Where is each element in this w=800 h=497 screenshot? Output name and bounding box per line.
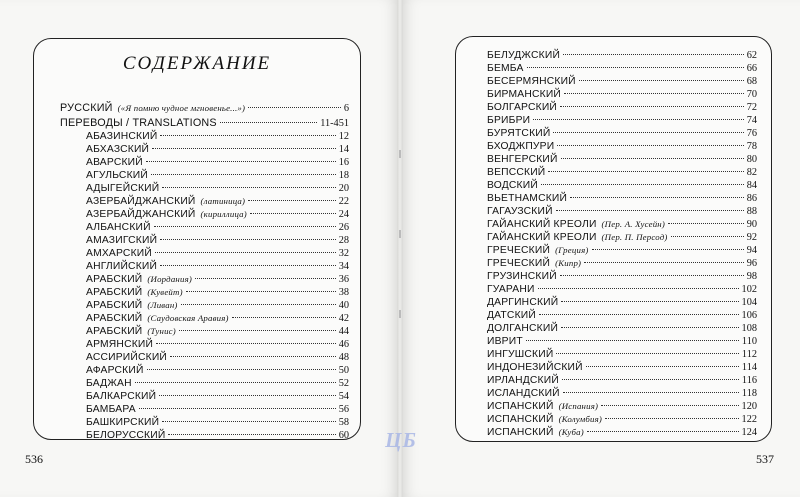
binding-stitch xyxy=(399,310,401,318)
toc-entry-page: 32 xyxy=(338,248,349,259)
toc-entry-page: 74 xyxy=(746,115,757,126)
toc-entry-language: ДОЛГАНСКИЙ xyxy=(487,323,559,334)
toc-entry-language: БЕЛУДЖСКИЙ xyxy=(487,50,561,61)
dot-leader xyxy=(541,184,744,185)
toc-entry-note: (Пер. А. Хусейн) xyxy=(601,219,665,229)
toc-entry xyxy=(456,296,771,309)
dot-leader xyxy=(548,171,743,172)
toc-entry-language: АМАЗИГСКИЙ xyxy=(86,235,158,246)
toc-entry-language: АЗЕРБАЙДЖАНСКИЙ xyxy=(86,209,196,220)
dot-leader xyxy=(579,80,744,81)
toc-entry-page: 56 xyxy=(338,404,349,415)
toc-entry-page: 86 xyxy=(746,193,757,204)
toc-entry xyxy=(34,195,360,208)
dot-leader xyxy=(160,265,336,266)
toc-entry xyxy=(456,283,771,296)
toc-entry-page: 44 xyxy=(338,326,349,337)
toc-entry-language: БАДЖАН xyxy=(86,378,132,389)
dot-leader xyxy=(671,236,744,237)
toc-entry xyxy=(456,140,771,153)
toc-entry-language: БАШКИРСКИЙ xyxy=(86,417,160,428)
toc-entry-language: БЕСЕРМЯНСКИЙ xyxy=(487,76,576,87)
toc-entry-note: (Иордания) xyxy=(147,274,192,284)
toc-entry-page: 90 xyxy=(746,219,757,230)
toc-entry-language: АРАБСКИЙ xyxy=(86,300,143,311)
dot-leader xyxy=(168,434,335,435)
toc-entry-note: (Пер. П. Персод) xyxy=(601,232,668,242)
toc-entry-language: БУРЯТСКИЙ xyxy=(487,128,551,139)
toc-entry-page: 26 xyxy=(338,222,349,233)
toc-entry-note: (Кипр) xyxy=(555,258,582,268)
toc-entry xyxy=(34,116,360,131)
toc-entry-language: АНГЛИЙСКИЙ xyxy=(86,261,158,272)
dot-leader xyxy=(186,291,336,292)
dot-leader xyxy=(147,369,336,370)
toc-entry-language: ДАРГИНСКИЙ xyxy=(487,297,559,308)
dot-leader xyxy=(557,145,743,146)
toc-entry xyxy=(34,325,360,338)
dot-leader xyxy=(556,353,738,354)
left-page xyxy=(0,0,397,497)
toc-entry xyxy=(456,218,771,231)
toc-entry xyxy=(456,101,771,114)
toc-entry xyxy=(456,413,771,426)
dot-leader xyxy=(668,223,744,224)
toc-entry-page: 110 xyxy=(741,336,757,347)
toc-entry-language: ДАТСКИЙ xyxy=(487,310,536,321)
toc-entry-language: РУССКИЙ xyxy=(60,102,113,114)
toc-entry-page: 78 xyxy=(746,141,757,152)
toc-entry-language: БРИБРИ xyxy=(487,115,531,126)
toc-entry xyxy=(34,338,360,351)
toc-entry xyxy=(34,101,360,116)
toc-entry-note: (латиница) xyxy=(200,196,246,206)
dot-leader xyxy=(162,421,335,422)
toc-entry xyxy=(34,234,360,247)
toc-entry-language: ГАЙАНСКИЙ КРЕОЛИ xyxy=(487,219,597,230)
toc-entry xyxy=(456,231,771,244)
toc-entry-page: 108 xyxy=(741,323,757,334)
dot-leader xyxy=(570,197,744,198)
toc-entry-language: АРАБСКИЙ xyxy=(86,287,143,298)
toc-entry-note: (кириллица) xyxy=(200,209,247,219)
dot-leader xyxy=(562,379,739,380)
toc-entry-page: 124 xyxy=(741,427,757,438)
dot-leader xyxy=(526,340,739,341)
dot-leader xyxy=(563,54,744,55)
toc-entry-language: ГАГАУЗСКИЙ xyxy=(487,206,553,217)
dot-leader xyxy=(561,158,744,159)
toc-entry xyxy=(456,62,771,75)
toc-entry-page: 54 xyxy=(338,391,349,402)
dot-leader xyxy=(248,200,336,201)
toc-entry xyxy=(34,221,360,234)
dot-leader xyxy=(139,408,336,409)
toc-entry-language: АРАБСКИЙ xyxy=(86,326,143,337)
dot-leader xyxy=(556,210,744,211)
toc-entry-language: БАМБАРА xyxy=(86,404,136,415)
toc-entry-page: 88 xyxy=(746,206,757,217)
toc-entry xyxy=(456,244,771,257)
toc-entry-page: 82 xyxy=(746,167,757,178)
toc-entry-language: АМХАРСКИЙ xyxy=(86,248,152,259)
toc-entry xyxy=(456,426,771,439)
toc-entry xyxy=(34,364,360,377)
toc-entry-language: ИСПАНСКИЙ xyxy=(487,427,554,438)
watermark-logo: ЦБ xyxy=(385,428,417,452)
toc-entry xyxy=(456,309,771,322)
dot-leader xyxy=(160,239,336,240)
toc-entry-language: ВОДСКИЙ xyxy=(487,180,538,191)
toc-entry-page: 34 xyxy=(338,261,349,272)
toc-entry-page: 96 xyxy=(746,258,757,269)
toc-entry-language: АБХАЗСКИЙ xyxy=(86,144,150,155)
toc-entry-page: 106 xyxy=(741,310,757,321)
toc-entry-language: ВЬЕТНАМСКИЙ xyxy=(487,193,568,204)
dot-leader xyxy=(152,148,336,149)
toc-entry xyxy=(34,312,360,325)
toc-list-right xyxy=(456,49,771,439)
toc-entry-page: 118 xyxy=(741,388,757,399)
dot-leader xyxy=(560,275,744,276)
dot-leader xyxy=(195,278,336,279)
toc-entry-page: 18 xyxy=(338,170,349,181)
toc-entry-page: 116 xyxy=(741,375,757,386)
toc-entry-page: 72 xyxy=(746,102,757,113)
dot-leader xyxy=(586,366,739,367)
toc-entry-page: 102 xyxy=(741,284,757,295)
toc-entry-language: АГУЛЬСКИЙ xyxy=(86,170,148,181)
toc-entry-language: ИСПАНСКИЙ xyxy=(487,401,554,412)
toc-entry xyxy=(34,299,360,312)
toc-entry-note: (Кувейт) xyxy=(147,287,183,297)
toc-entry xyxy=(456,179,771,192)
toc-entry xyxy=(34,351,360,364)
toc-entry-page: 11-451 xyxy=(320,117,349,129)
toc-entry-language: ГРЕЧЕСКИЙ xyxy=(487,258,551,269)
toc-entry-page: 52 xyxy=(338,378,349,389)
toc-frame-left xyxy=(33,38,361,440)
toc-entry-language: ГРЕЧЕСКИЙ xyxy=(487,245,551,256)
dot-leader xyxy=(232,317,336,318)
toc-entry-page: 112 xyxy=(741,349,757,360)
toc-entry-page: 114 xyxy=(741,362,757,373)
toc-entry-language: АБАЗИНСКИЙ xyxy=(86,131,158,142)
dot-leader xyxy=(170,356,336,357)
toc-entry xyxy=(456,361,771,374)
dot-leader xyxy=(250,213,336,214)
dot-leader xyxy=(563,392,739,393)
toc-entry-language: БОЛГАРСКИЙ xyxy=(487,102,558,113)
toc-entry-page: 98 xyxy=(746,271,757,282)
toc-entry xyxy=(34,182,360,195)
dot-leader xyxy=(584,262,744,263)
toc-entry xyxy=(34,156,360,169)
toc-entry xyxy=(34,143,360,156)
toc-entry xyxy=(456,400,771,413)
toc-entry xyxy=(456,387,771,400)
dot-leader xyxy=(160,135,335,136)
toc-entry-page: 22 xyxy=(338,196,349,207)
toc-entry-language: АРМЯНСКИЙ xyxy=(86,339,154,350)
toc-entry-page: 24 xyxy=(338,209,349,220)
dot-leader xyxy=(135,382,336,383)
toc-entry-note: (Колумбия) xyxy=(558,414,603,424)
toc-entry xyxy=(456,322,771,335)
toc-entry xyxy=(456,192,771,205)
toc-entry xyxy=(34,260,360,273)
dot-leader xyxy=(179,330,336,331)
dot-leader xyxy=(553,132,743,133)
toc-entry-language: ГАЙАНСКИЙ КРЕОЛИ xyxy=(487,232,597,243)
toc-entry-language: ИНДОНЕЗИЙСКИЙ xyxy=(487,362,583,373)
toc-entry xyxy=(456,75,771,88)
toc-entry-page: 46 xyxy=(338,339,349,350)
dot-leader xyxy=(560,106,744,107)
toc-entry-language: ИНГУШСКИЙ xyxy=(487,349,554,360)
toc-entry xyxy=(456,335,771,348)
toc-entry xyxy=(456,88,771,101)
toc-entry-page: 20 xyxy=(338,183,349,194)
dot-leader xyxy=(561,327,738,328)
toc-entry-language: ГУАРАНИ xyxy=(487,284,535,295)
toc-entry-language: ИСПАНСКИЙ xyxy=(487,414,554,425)
toc-entry-language: БХОДЖПУРИ xyxy=(487,141,555,152)
toc-entry-page: 48 xyxy=(338,352,349,363)
toc-frame-right xyxy=(455,36,772,442)
toc-entry xyxy=(456,348,771,361)
toc-entry-note: (Саудовская Аравия) xyxy=(147,313,229,323)
dot-leader xyxy=(592,249,744,250)
toc-entry-page: 38 xyxy=(338,287,349,298)
toc-entry-language: АССИРИЙСКИЙ xyxy=(86,352,168,363)
dot-leader xyxy=(248,107,341,108)
toc-entry xyxy=(34,273,360,286)
toc-entry-language: ИРЛАНДСКИЙ xyxy=(487,375,559,386)
toc-entry-language: АЗЕРБАЙДЖАНСКИЙ xyxy=(86,196,196,207)
toc-entry-page: 92 xyxy=(746,232,757,243)
toc-entry-language: ГРУЗИНСКИЙ xyxy=(487,271,557,282)
binding-stitch xyxy=(399,150,401,158)
toc-entry-page: 80 xyxy=(746,154,757,165)
toc-entry xyxy=(456,166,771,179)
toc-entry xyxy=(34,390,360,403)
toc-entry-page: 104 xyxy=(741,297,757,308)
toc-entry-language: ИСЛАНДСКИЙ xyxy=(487,388,560,399)
toc-entry xyxy=(456,127,771,140)
toc-entry-language: АФАРСКИЙ xyxy=(86,365,144,376)
toc-entry-page: 120 xyxy=(741,401,757,412)
toc-entry xyxy=(456,49,771,62)
toc-entry-language: БЕЛОРУССКИЙ xyxy=(86,430,166,441)
toc-entry-page: 50 xyxy=(338,365,349,376)
dot-leader xyxy=(156,343,336,344)
dot-leader xyxy=(539,314,739,315)
toc-entry xyxy=(34,169,360,182)
dot-leader xyxy=(533,119,743,120)
toc-entry xyxy=(34,429,360,442)
toc-entry-page: 14 xyxy=(338,144,349,155)
toc-entry-page: 40 xyxy=(338,300,349,311)
dot-leader xyxy=(601,405,738,406)
page-number-left: 536 xyxy=(25,452,43,466)
toc-entry xyxy=(456,114,771,127)
toc-entry xyxy=(456,153,771,166)
toc-entry-language: АЛБАНСКИЙ xyxy=(86,222,151,233)
toc-entry-note: (Куба) xyxy=(558,427,584,437)
page-number-right: 537 xyxy=(756,452,774,466)
toc-entry-language: ВЕПССКИЙ xyxy=(487,167,546,178)
toc-entry-page: 60 xyxy=(338,430,349,441)
toc-entry-page: 16 xyxy=(338,157,349,168)
toc-entry-page: 12 xyxy=(338,131,349,142)
dot-leader xyxy=(146,161,336,162)
dot-leader xyxy=(162,187,335,188)
toc-list-left xyxy=(34,101,360,442)
toc-entry-page: 6 xyxy=(343,103,349,114)
dot-leader xyxy=(154,226,336,227)
toc-entry-language: ВЕНГЕРСКИЙ xyxy=(487,154,558,165)
dot-leader xyxy=(220,122,317,123)
toc-entry xyxy=(34,286,360,299)
toc-entry-note: (Испания) xyxy=(558,401,599,411)
toc-entry-page: 42 xyxy=(338,313,349,324)
dot-leader xyxy=(605,418,738,419)
toc-entry-language: АРАБСКИЙ xyxy=(86,274,143,285)
dot-leader xyxy=(151,174,336,175)
toc-entry-language: АВАРСКИЙ xyxy=(86,157,143,168)
toc-entry-note: (Греция) xyxy=(555,245,589,255)
toc-entry-page: 62 xyxy=(746,50,757,61)
right-page xyxy=(403,0,800,497)
toc-entry-page: 36 xyxy=(338,274,349,285)
toc-entry-language: БИРМАНСКИЙ xyxy=(487,89,562,100)
dot-leader xyxy=(527,67,744,68)
dot-leader xyxy=(564,93,744,94)
dot-leader xyxy=(155,252,336,253)
toc-entry-language: БЕМБА xyxy=(487,63,524,74)
binding-stitch xyxy=(399,230,401,238)
toc-entry xyxy=(34,130,360,143)
toc-entry-language: ИВРИТ xyxy=(487,336,523,347)
toc-entry xyxy=(456,205,771,218)
toc-entry xyxy=(34,247,360,260)
dot-leader xyxy=(587,431,739,432)
toc-entry-language: БАЛКАРСКИЙ xyxy=(86,391,157,402)
toc-entry xyxy=(456,270,771,283)
toc-entry xyxy=(456,374,771,387)
toc-entry-page: 70 xyxy=(746,89,757,100)
toc-title: СОДЕРЖАНИЕ xyxy=(122,53,272,74)
toc-entry-note: («Я помню чудное мгновенье...») xyxy=(117,103,246,113)
dot-leader xyxy=(561,301,738,302)
toc-entry xyxy=(34,403,360,416)
dot-leader xyxy=(159,395,335,396)
toc-entry-page: 76 xyxy=(746,128,757,139)
toc-entry-page: 28 xyxy=(338,235,349,246)
toc-entry-page: 58 xyxy=(338,417,349,428)
toc-entry-language: АДЫГЕЙСКИЙ xyxy=(86,183,160,194)
dot-leader xyxy=(181,304,336,305)
toc-entry xyxy=(34,377,360,390)
toc-entry-page: 68 xyxy=(746,76,757,87)
toc-entry xyxy=(34,416,360,429)
toc-entry-language: АРАБСКИЙ xyxy=(86,313,143,324)
toc-entry-language: ПЕРЕВОДЫ / TRANSLATIONS xyxy=(60,116,217,129)
toc-entry-note: (Ливан) xyxy=(147,300,178,310)
toc-entry xyxy=(456,257,771,270)
toc-entry-page: 66 xyxy=(746,63,757,74)
dot-leader xyxy=(538,288,739,289)
toc-entry-note: (Тунис) xyxy=(147,326,176,336)
toc-entry-page: 94 xyxy=(746,245,757,256)
toc-entry-page: 122 xyxy=(741,414,757,425)
toc-entry xyxy=(34,208,360,221)
toc-entry-page: 84 xyxy=(746,180,757,191)
